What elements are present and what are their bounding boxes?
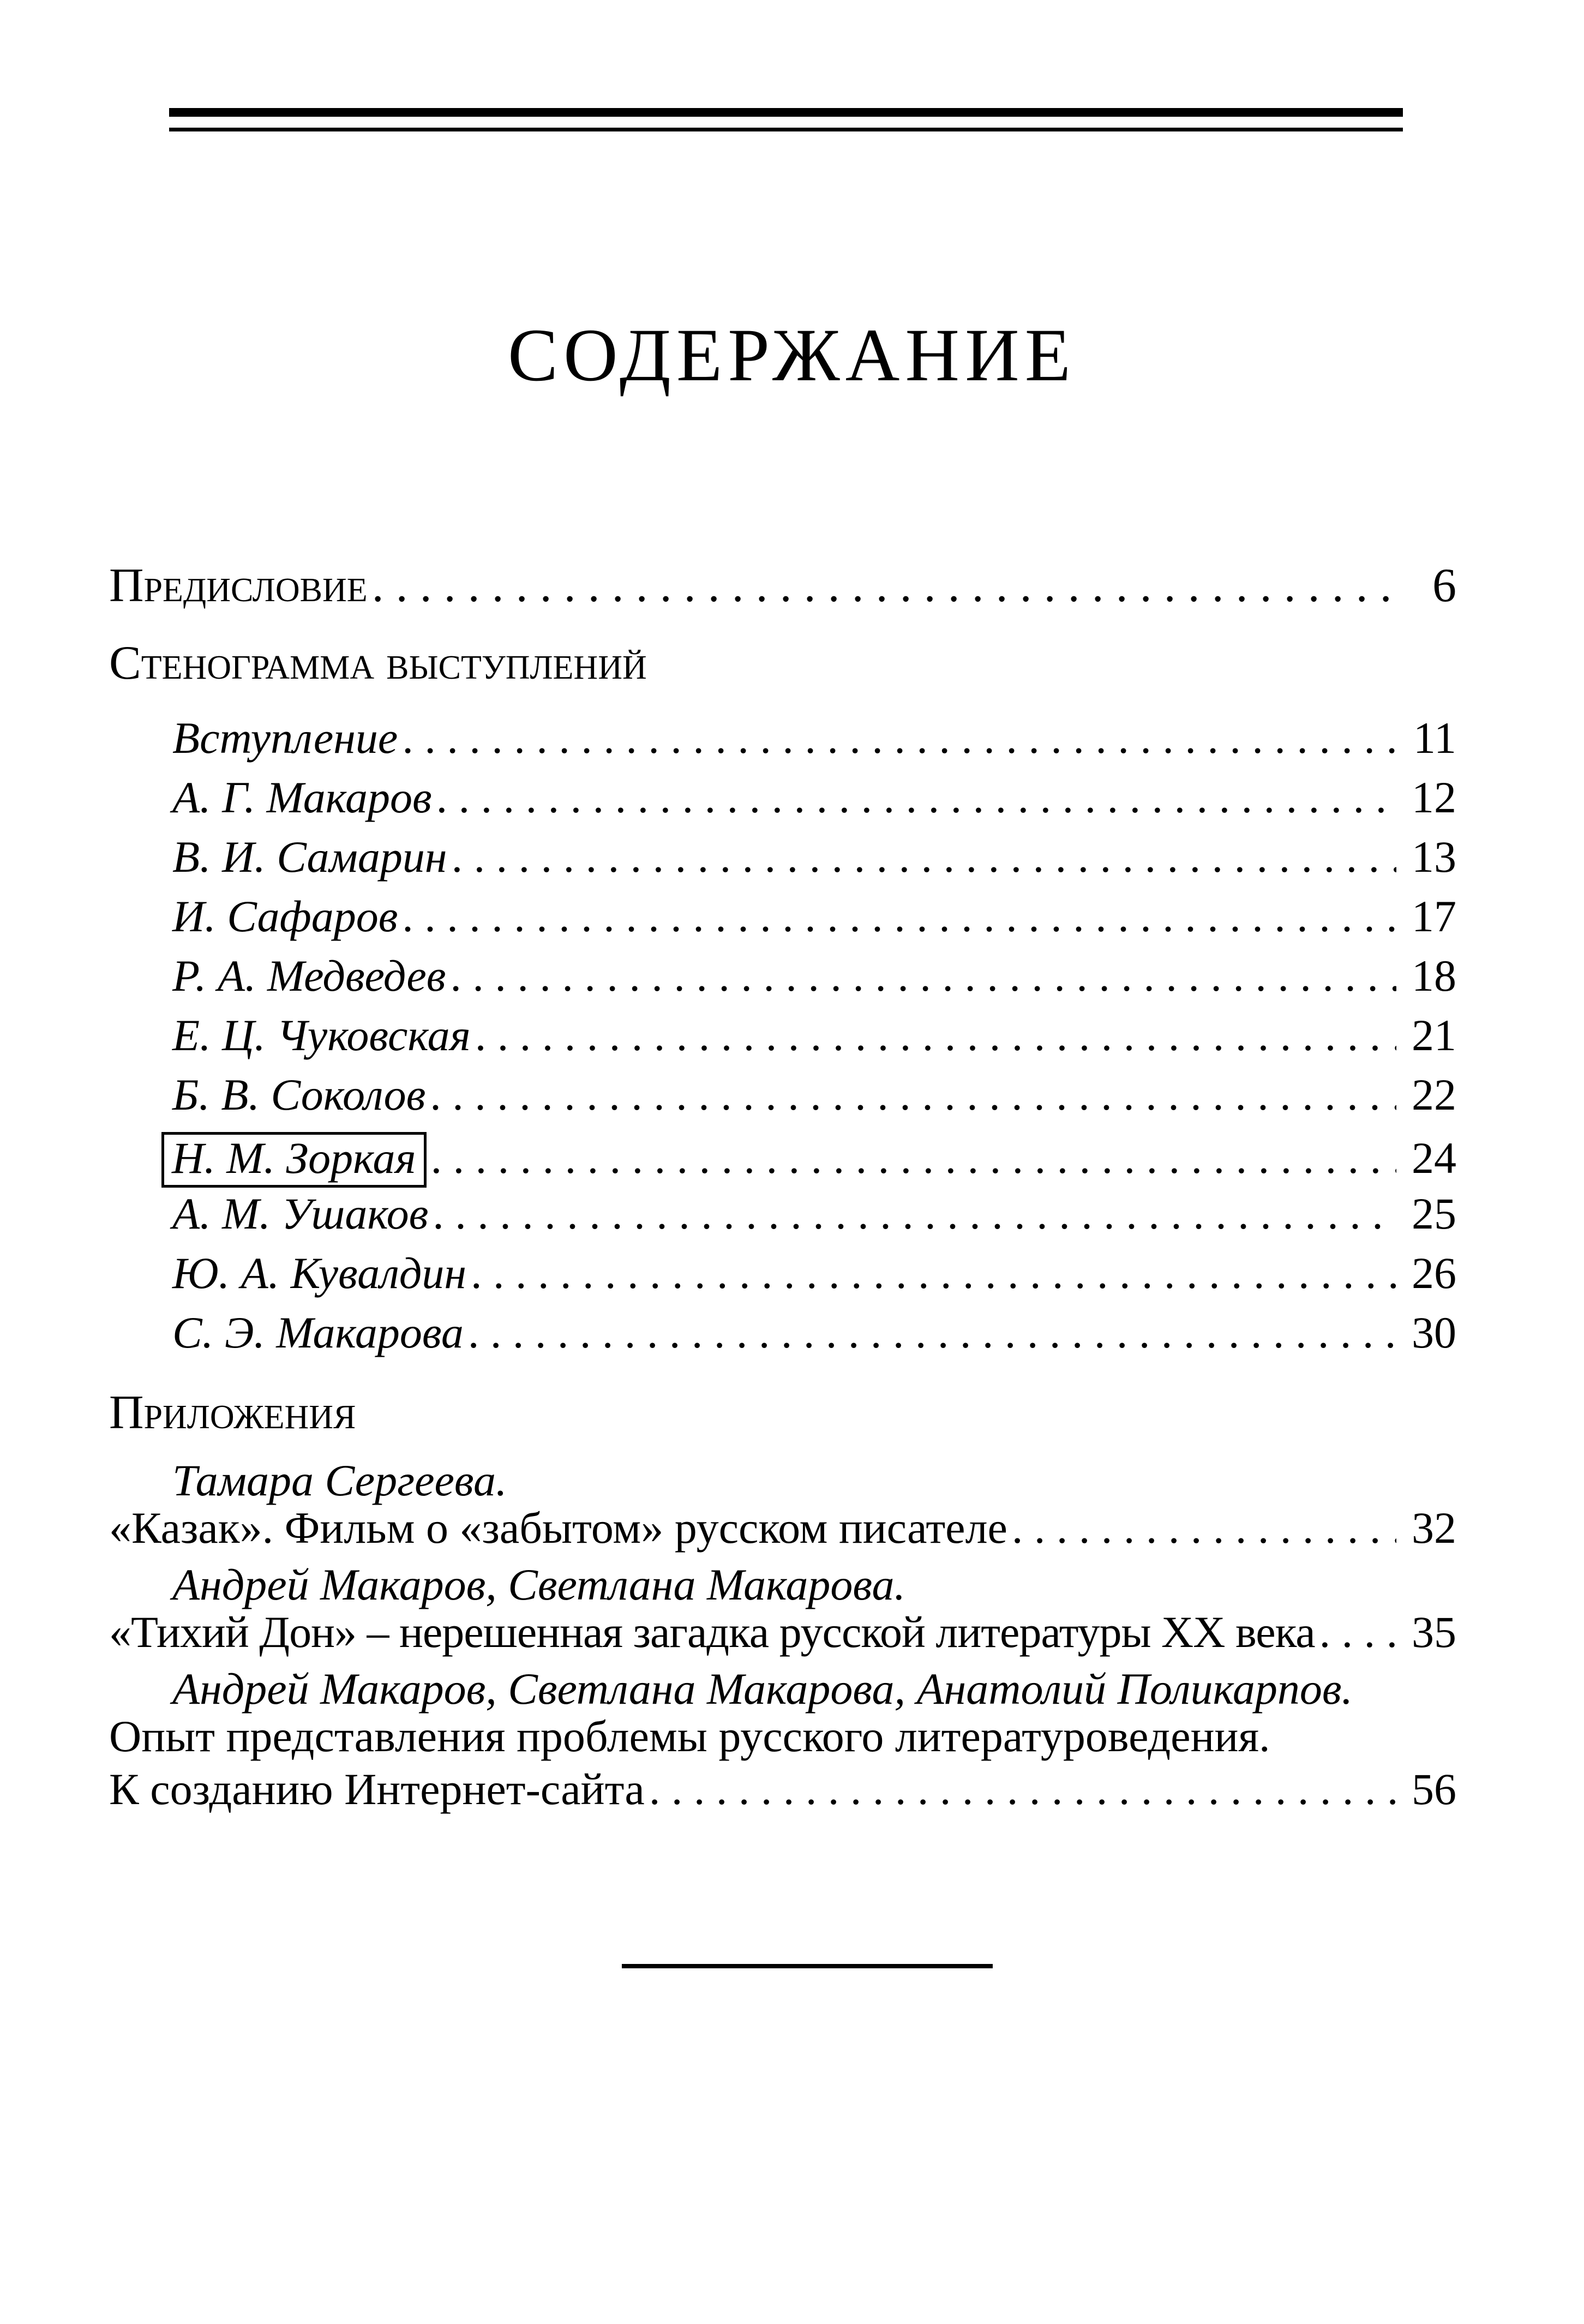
dot-leader: [450, 954, 1396, 998]
toc-entry-label: А. Г. Макаров: [172, 772, 432, 822]
toc-entry[interactable]: [172, 832, 1456, 882]
dot-leader: [475, 1013, 1396, 1058]
toc-page-number: 35: [1412, 1607, 1456, 1657]
appendix-title: «Тихий Дон» – нерешенная загадка русской литературы XX века: [109, 1607, 1315, 1657]
dot-leader: [372, 562, 1396, 610]
toc-entry-label: В. И. Самарин: [172, 832, 447, 882]
toc-entry-label-boxed: Н. М. Зоркая: [161, 1132, 427, 1188]
toc-entry-label: Р. А. Медведев: [172, 951, 446, 1001]
dot-leader: [430, 1073, 1396, 1117]
toc-entry-label: Е. Ц. Чуковская: [172, 1010, 471, 1060]
appendix-title: «Казак». Фильм о «забытом» русском писателе: [109, 1503, 1007, 1553]
appendix-entry[interactable]: [109, 1607, 1456, 1657]
toc-page-number: 30: [1412, 1308, 1456, 1357]
dot-leader: [1012, 1506, 1396, 1550]
toc-line-preface[interactable]: [109, 559, 1456, 612]
toc-section-transcript: Стенограмма выступлений: [109, 637, 647, 690]
toc-entry[interactable]: [172, 1191, 1456, 1236]
toc-entry[interactable]: [172, 891, 1456, 941]
dot-leader: [468, 1310, 1396, 1355]
toc-page-number: 22: [1412, 1070, 1456, 1119]
toc-entry[interactable]: [172, 1070, 1456, 1119]
dot-leader: [452, 835, 1396, 879]
toc-entry-label: С. Э. Макарова: [172, 1308, 464, 1357]
toc-page-number: 24: [1412, 1133, 1456, 1183]
appendix-title-line1: Опыт представления проблемы русского литературоведения.: [109, 1711, 1270, 1761]
dot-leader: [1319, 1610, 1400, 1655]
toc-entry[interactable]: [172, 1310, 1456, 1355]
bottom-rule: [622, 1964, 993, 1968]
toc-page-number: 18: [1412, 951, 1456, 1001]
dot-leader: [649, 1767, 1396, 1812]
toc-entry-label: Ю. А. Кувалдин: [172, 1248, 467, 1298]
toc-page-number: 17: [1412, 891, 1456, 941]
appendix-author: Тамара Сергеева.: [172, 1456, 507, 1505]
dot-leader: [402, 894, 1396, 939]
appendix-entry[interactable]: [109, 1764, 1456, 1814]
toc-page-number: 12: [1412, 772, 1456, 822]
toc-page-number: 32: [1412, 1503, 1456, 1553]
toc-entry-highlighted[interactable]: [172, 1132, 1456, 1188]
dot-leader: [436, 775, 1396, 820]
toc-entry-label: И. Сафаров: [172, 891, 398, 941]
appendix-title-line2: К созданию Интернет-сайта: [109, 1764, 645, 1814]
toc-page-number: 21: [1412, 1010, 1456, 1060]
toc-section-label: Предисловие: [109, 559, 368, 612]
toc-entry[interactable]: [172, 951, 1456, 1001]
toc-entry-label: Б. В. Соколов: [172, 1070, 426, 1119]
toc-entry[interactable]: [172, 1248, 1456, 1298]
dot-leader: [471, 1251, 1396, 1296]
toc-entry[interactable]: [172, 1010, 1456, 1060]
toc-page-number: 26: [1412, 1248, 1456, 1298]
toc-page-number: 13: [1412, 832, 1456, 882]
appendix-author: Андрей Макаров, Светлана Макарова.: [172, 1560, 905, 1609]
toc-entry[interactable]: [172, 713, 1456, 763]
toc-page-number: 56: [1412, 1764, 1456, 1814]
toc-entry[interactable]: [172, 772, 1456, 822]
appendix-entry[interactable]: [109, 1503, 1456, 1553]
appendix-author: Андрей Макаров, Светлана Макарова, Анатолий Поликарпов.: [172, 1664, 1353, 1714]
dot-leader: [402, 716, 1396, 760]
dot-leader: [431, 1136, 1396, 1181]
dot-leader: [433, 1191, 1396, 1236]
toc-page-number: 6: [1432, 559, 1456, 612]
toc-entry-label: Вступление: [172, 713, 398, 763]
toc-entry-label: А. М. Ушаков: [172, 1189, 429, 1238]
toc-page-number: 11: [1413, 713, 1456, 763]
toc-page-number: 25: [1412, 1189, 1456, 1238]
toc-section-appendices: Приложения: [109, 1386, 356, 1439]
page-title: СОДЕРЖАНИЕ: [507, 313, 1077, 397]
